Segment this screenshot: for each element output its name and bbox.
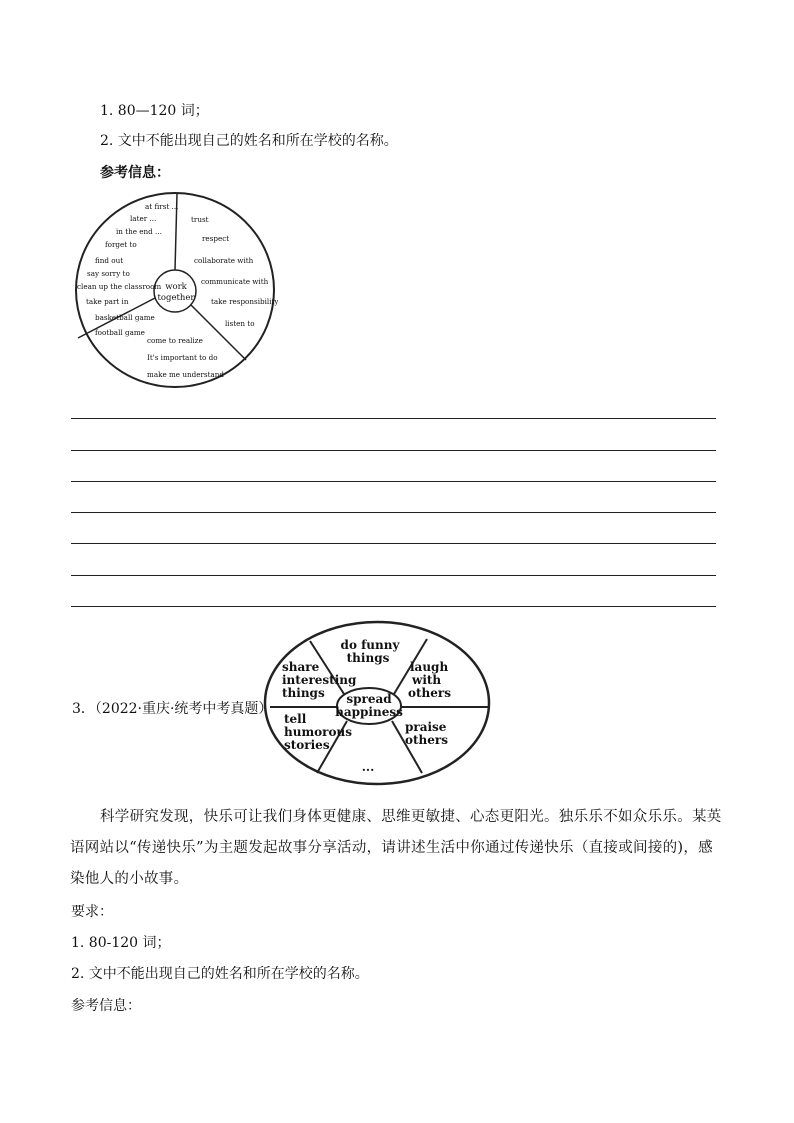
phrase: listen to xyxy=(225,319,255,328)
requirement-word-count: 1. 80—120 词； xyxy=(100,103,209,119)
segment-praise-others: praise xyxy=(405,720,447,734)
phrase: collaborate with xyxy=(194,256,254,265)
segment-tell-humorous-stories: tell xyxy=(284,712,307,726)
question-3-label: 3．（2022·重庆·统考中考真题） xyxy=(72,701,273,717)
writing-line xyxy=(71,418,716,419)
segment-share-interesting-things: interesting xyxy=(282,673,357,687)
phrase: come to realize xyxy=(147,336,203,345)
segment-laugh-with-others: laugh xyxy=(410,660,449,674)
phrase: It's important to do xyxy=(147,353,218,362)
phrase: communicate with xyxy=(201,277,269,286)
writing-line xyxy=(71,481,716,482)
phrase: take part in xyxy=(86,297,129,306)
segment-tell-humorous-stories: stories xyxy=(284,738,330,752)
writing-line xyxy=(71,575,716,576)
requirement-word-count: 1. 80-120 词； xyxy=(71,935,171,951)
wheel-center-line-2: happiness xyxy=(335,705,403,719)
wheel-center-line-1: work xyxy=(165,282,187,292)
phrase: say sorry to xyxy=(87,269,130,278)
requirements-label: 要求： xyxy=(71,904,113,920)
phrase: trust xyxy=(191,215,209,224)
divider xyxy=(191,305,246,360)
requirement-no-names: 2. 文中不能出现自己的姓名和所在学校的名称。 xyxy=(71,966,369,982)
phrase: basketball game xyxy=(95,313,155,322)
segment-laugh-with-others: with xyxy=(412,673,442,687)
segment-do-funny-things: things xyxy=(346,651,390,665)
segment-laugh-with-others: others xyxy=(408,686,451,700)
segment-share-interesting-things: share xyxy=(282,660,320,674)
writing-line xyxy=(71,450,716,451)
segment-do-funny-things: do funny xyxy=(340,638,400,652)
spread-happiness-wheel xyxy=(262,619,494,789)
wheel-center-line-1: spread xyxy=(346,692,392,706)
segment-ellipsis: ... xyxy=(361,760,375,774)
writing-line xyxy=(71,512,716,513)
phrase: clean up the classroom xyxy=(77,282,162,291)
phrase: take responsibility xyxy=(211,297,278,306)
phrase: football game xyxy=(95,328,145,337)
phrase: make me understand xyxy=(147,370,224,379)
segment-tell-humorous-stories: humorous xyxy=(284,725,352,739)
segment-share-interesting-things: things xyxy=(282,686,325,700)
segment-praise-others: others xyxy=(405,733,448,747)
phrase: respect xyxy=(202,234,230,243)
reference-info-label: 参考信息： xyxy=(100,165,170,181)
phrase: later ... xyxy=(130,214,157,223)
writing-line xyxy=(71,543,716,544)
requirement-no-names: 2. 文中不能出现自己的姓名和所在学校的名称。 xyxy=(100,133,398,149)
work-together-wheel xyxy=(74,190,278,392)
phrase: in the end ... xyxy=(116,227,162,236)
phrase: forget to xyxy=(105,240,137,249)
wheel-center-line-2: together xyxy=(157,293,195,303)
reference-info-label: 参考信息： xyxy=(71,998,141,1014)
phrase: find out xyxy=(95,256,124,265)
writing-line xyxy=(71,606,716,607)
question-3-prompt: 科学研究发现，快乐可让我们身体更健康、思维更敏捷、心态更阳光。独乐乐不如众乐乐。某英语网站以“传递快乐”为主题发起故事分享活动，请讲述生活中你通过传递快乐（直接或间接的)，感染他人的小故事。 xyxy=(70,809,722,887)
phrase: at first ... xyxy=(145,202,179,211)
